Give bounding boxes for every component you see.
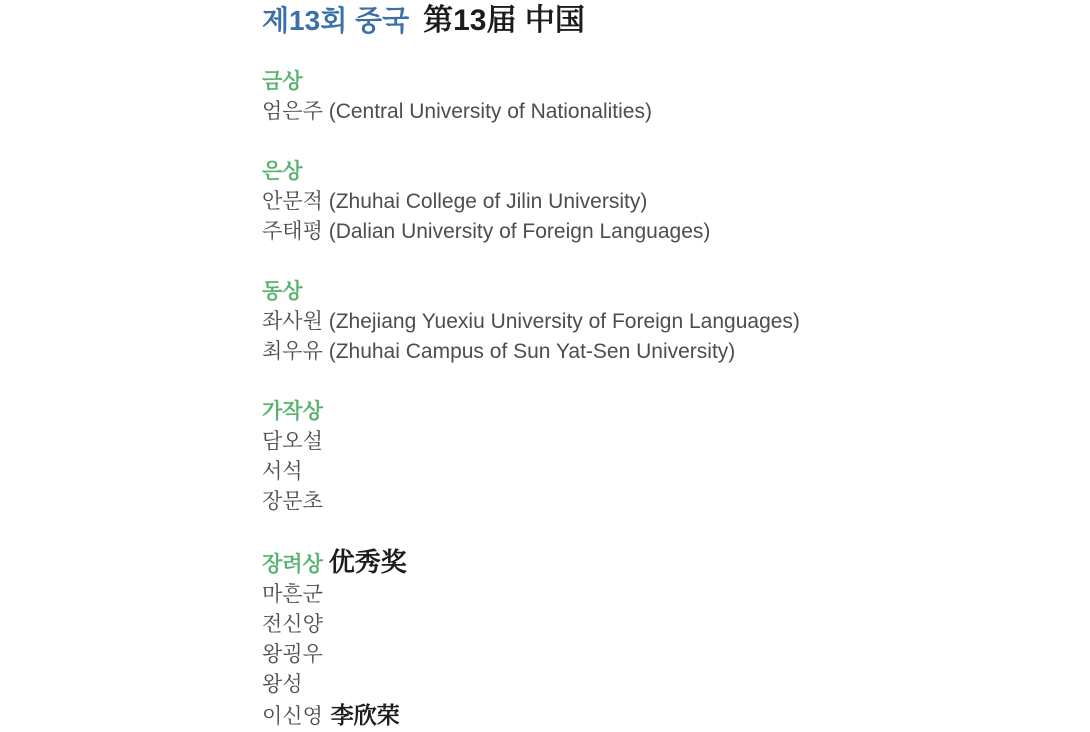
- section-bronze-prize: [262, 277, 800, 367]
- winner-name: 엄은주: [262, 100, 323, 123]
- winner-name: 주태평: [262, 220, 323, 243]
- award-entry: [262, 580, 800, 610]
- winner-affiliation: (Zhuhai Campus of Sun Yat-Sen University): [328, 340, 736, 363]
- winner-name: 전신양: [262, 613, 323, 636]
- winner-name: 안문적: [262, 190, 323, 213]
- section-header-chinese: 优秀奖: [328, 547, 407, 577]
- winner-name: 좌사원: [262, 310, 323, 333]
- award-entry: [262, 307, 800, 337]
- winner-name-chinese: 李欣荣: [330, 702, 400, 728]
- award-entry: [262, 337, 800, 367]
- awards-content: [262, 0, 800, 732]
- award-entry: [262, 700, 800, 732]
- winner-affiliation: (Dalian University of Foreign Languages): [328, 220, 711, 243]
- award-entry: [262, 217, 800, 247]
- award-entry: [262, 640, 800, 670]
- winner-name: 왕굉우: [262, 643, 323, 666]
- award-entry: [262, 610, 800, 640]
- winner-affiliation: (Central University of Nationalities): [328, 100, 652, 123]
- winner-name: 담오설: [262, 430, 323, 453]
- winner-name: 장문초: [262, 490, 323, 513]
- section-header: 동상: [262, 280, 303, 303]
- page-title: [262, 0, 800, 40]
- section-header: 은상: [262, 160, 303, 183]
- page-title-chinese: 第13届 中国: [423, 4, 585, 37]
- section-gold-prize: [262, 67, 800, 127]
- section-honorable-mention: [262, 397, 800, 517]
- award-entry: [262, 187, 800, 217]
- winner-name: 마흔군: [262, 583, 323, 606]
- award-entry: [262, 427, 800, 457]
- section-header: [262, 547, 800, 580]
- winner-name: 서석: [262, 460, 303, 483]
- section-silver-prize: [262, 157, 800, 247]
- section-header-korean: 장려상: [262, 553, 323, 576]
- award-entry: [262, 670, 800, 700]
- award-entry: [262, 97, 800, 127]
- section-header: 금상: [262, 70, 303, 93]
- winner-name: 최우유: [262, 340, 323, 363]
- award-entry: [262, 487, 800, 517]
- winner-name: 이신영: [262, 705, 323, 728]
- winner-affiliation: (Zhuhai College of Jilin University): [328, 190, 648, 213]
- winner-affiliation: (Zhejiang Yuexiu University of Foreign Languages): [328, 310, 800, 333]
- section-header: 가작상: [262, 400, 323, 423]
- page-title-korean: 제13회 중국: [262, 5, 410, 36]
- award-entry: [262, 457, 800, 487]
- section-encouragement-prize: [262, 547, 800, 732]
- winner-name: 왕성: [262, 673, 303, 696]
